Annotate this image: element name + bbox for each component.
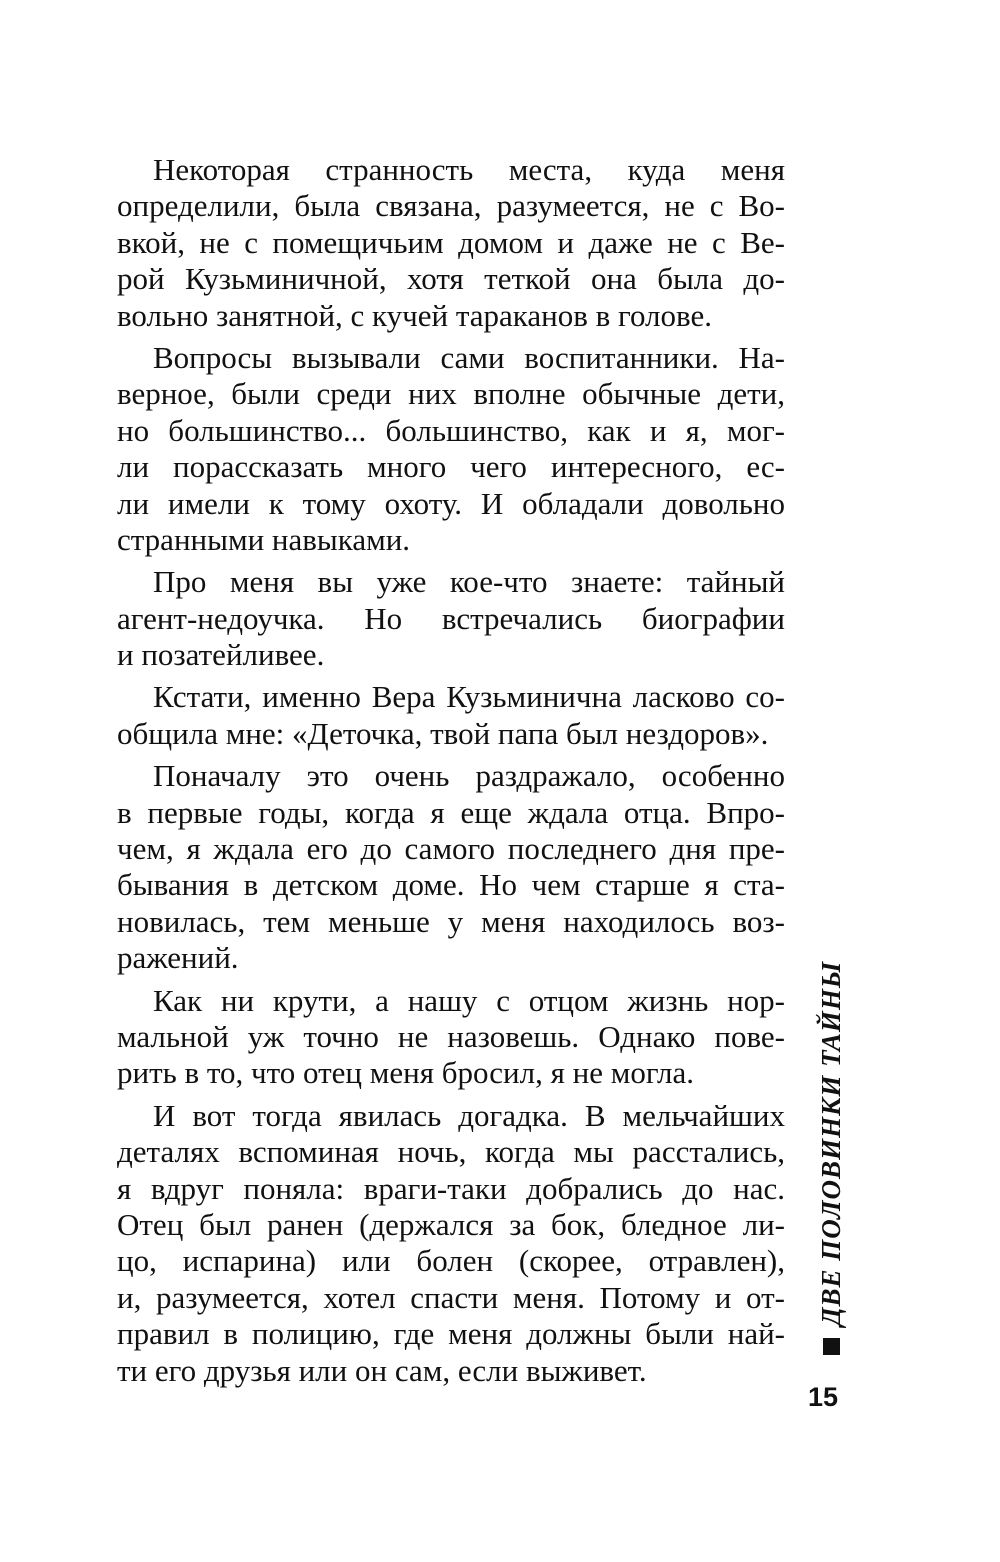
text-line: и, разумеется, хотел спасти меня. Потому и от- xyxy=(117,1279,785,1315)
page-number: 15 xyxy=(807,1382,839,1412)
body-text xyxy=(117,152,785,1395)
text-line: Поначалу это очень раздражало, особенно xyxy=(153,758,785,794)
paragraph xyxy=(117,679,785,752)
text-line: но большинство... большинство, как и я, мог- xyxy=(117,412,785,448)
paragraph xyxy=(117,758,785,976)
text-line: новилась, тем меньше у меня находилось воз- xyxy=(117,903,785,939)
running-head-title: ДВЕ ПОЛОВИНКИ ТАЙНЫ xyxy=(815,960,846,1326)
text-line: общила мне: «Деточка, твой папа был нездоров». xyxy=(117,715,769,751)
text-line: Как ни крути, а нашу с отцом жизнь нор- xyxy=(153,982,785,1018)
text-line: я вдруг поняла: враги-таки добрались до нас. xyxy=(117,1170,785,1206)
text-line: бывания в детском доме. Но чем старше я ста- xyxy=(117,867,785,903)
text-line: мальной уж точно не назовешь. Однако пове- xyxy=(117,1018,785,1054)
text-line: Вопросы вызывали сами воспитанники. На- xyxy=(153,339,785,375)
text-line: рить в то, что отец меня бросил, я не могла. xyxy=(117,1055,694,1091)
text-line: Некоторая странность места, куда меня xyxy=(153,152,785,187)
text-line: цо, испарина) или болен (скорее, отравлен), xyxy=(117,1243,785,1279)
paragraph xyxy=(117,983,785,1092)
running-head xyxy=(811,815,851,1355)
text-line: рой Кузьминичной, хотя теткой она была до- xyxy=(117,261,785,297)
paragraph xyxy=(117,340,785,558)
text-line: деталях вспоминая ночь, когда мы расстались, xyxy=(117,1134,785,1170)
text-line: ти его друзья или он сам, если выживет. xyxy=(117,1352,647,1388)
square-bullet-icon xyxy=(823,1338,840,1355)
text-line: ли имели к тому охоту. И обладали довольно xyxy=(117,485,785,521)
text-line: Отец был ранен (держался за бок, бледное ли- xyxy=(117,1206,785,1242)
text-line: вкой, не с помещичьим домом и даже не с Ве- xyxy=(117,224,785,260)
text-line: ражений. xyxy=(117,940,239,976)
text-line: вольно занятной, с кучей тараканов в голове. xyxy=(117,297,712,333)
text-line: странными навыками. xyxy=(117,521,411,557)
text-line: Про меня вы уже кое-что знаете: тайный xyxy=(153,564,785,600)
text-line: чем, я ждала его до самого последнего дня пре- xyxy=(117,831,785,867)
text-line: Кстати, именно Вера Кузьминична ласково со- xyxy=(153,679,785,715)
text-line: И вот тогда явилась догадка. В мельчайших xyxy=(153,1097,785,1133)
text-line: определили, была связана, разумеется, не с Во- xyxy=(117,188,785,224)
text-line: агент-недоучка. Но встречались биографии xyxy=(117,600,785,636)
text-line: и позатейливее. xyxy=(117,637,325,673)
text-line: в первые годы, когда я еще ждала отца. Впро- xyxy=(117,794,785,830)
paragraph xyxy=(117,1098,785,1389)
text-line: ли порассказать много чего интересного, ес- xyxy=(117,449,785,485)
paragraph xyxy=(117,152,785,334)
text-line: верное, были среди них вполне обычные дети, xyxy=(117,376,785,412)
text-line: правил в полицию, где меня должны были най- xyxy=(117,1316,785,1352)
paragraph xyxy=(117,564,785,673)
